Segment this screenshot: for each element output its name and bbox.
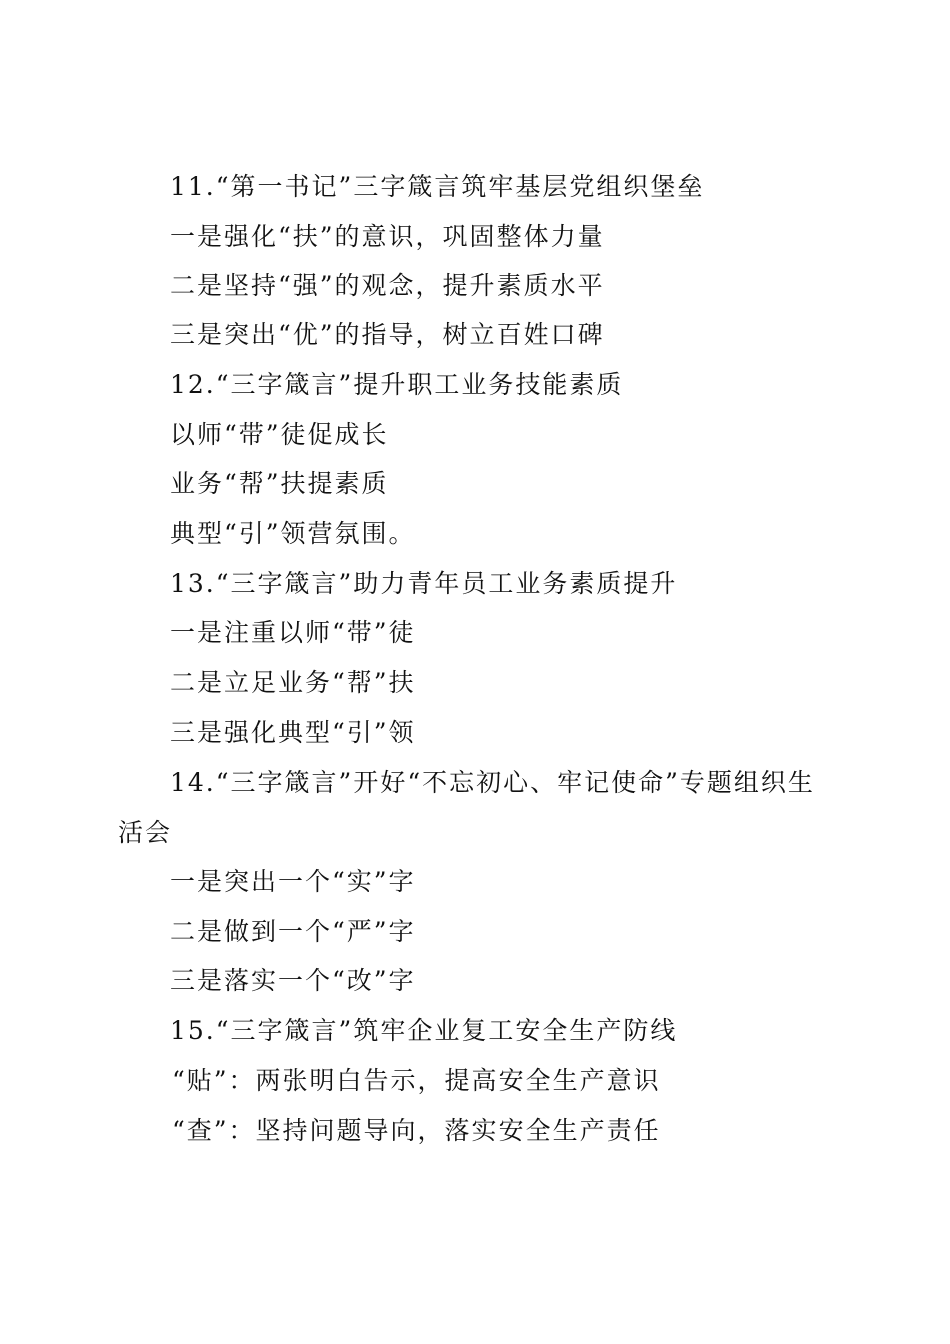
list-item: “查”：坚持问题导向，落实安全生产责任: [172, 1116, 661, 1145]
list-item: 二是立足业务“帮”扶: [170, 668, 416, 697]
list-item: 二是坚持“强”的观念，提升素质水平: [170, 271, 605, 300]
list-item: “贴”：两张明白告示，提高安全生产意识: [172, 1066, 661, 1095]
list-item: 以师“带”徒促成长: [170, 420, 389, 449]
list-item: 一是强化“扶”的意识，巩固整体力量: [170, 222, 605, 251]
heading-12: 12.“三字箴言”提升职工业务技能素质: [170, 370, 624, 399]
list-item: 三是落实一个“改”字: [170, 966, 416, 995]
heading-14: 14.“三字箴言”开好“不忘初心、牢记使命”专题组织生: [170, 768, 815, 797]
list-item: 三是强化典型“引”领: [170, 718, 416, 747]
heading-13: 13.“三字箴言”助力青年员工业务素质提升: [170, 569, 678, 598]
list-item: 二是做到一个“严”字: [170, 917, 416, 946]
heading-15: 15.“三字箴言”筑牢企业复工安全生产防线: [170, 1016, 678, 1045]
list-item: 一是注重以师“带”徒: [170, 618, 416, 647]
heading-11: 11.“第一书记”三字箴言筑牢基层党组织堡垒: [170, 172, 705, 201]
heading-14-continuation: 活会: [118, 818, 173, 847]
list-item: 典型“引”领营氛围。: [170, 519, 416, 548]
list-item: 业务“帮”扶提素质: [170, 469, 389, 498]
list-item: 一是突出一个“实”字: [170, 867, 416, 896]
list-item: 三是突出“优”的指导，树立百姓口碑: [170, 320, 605, 349]
